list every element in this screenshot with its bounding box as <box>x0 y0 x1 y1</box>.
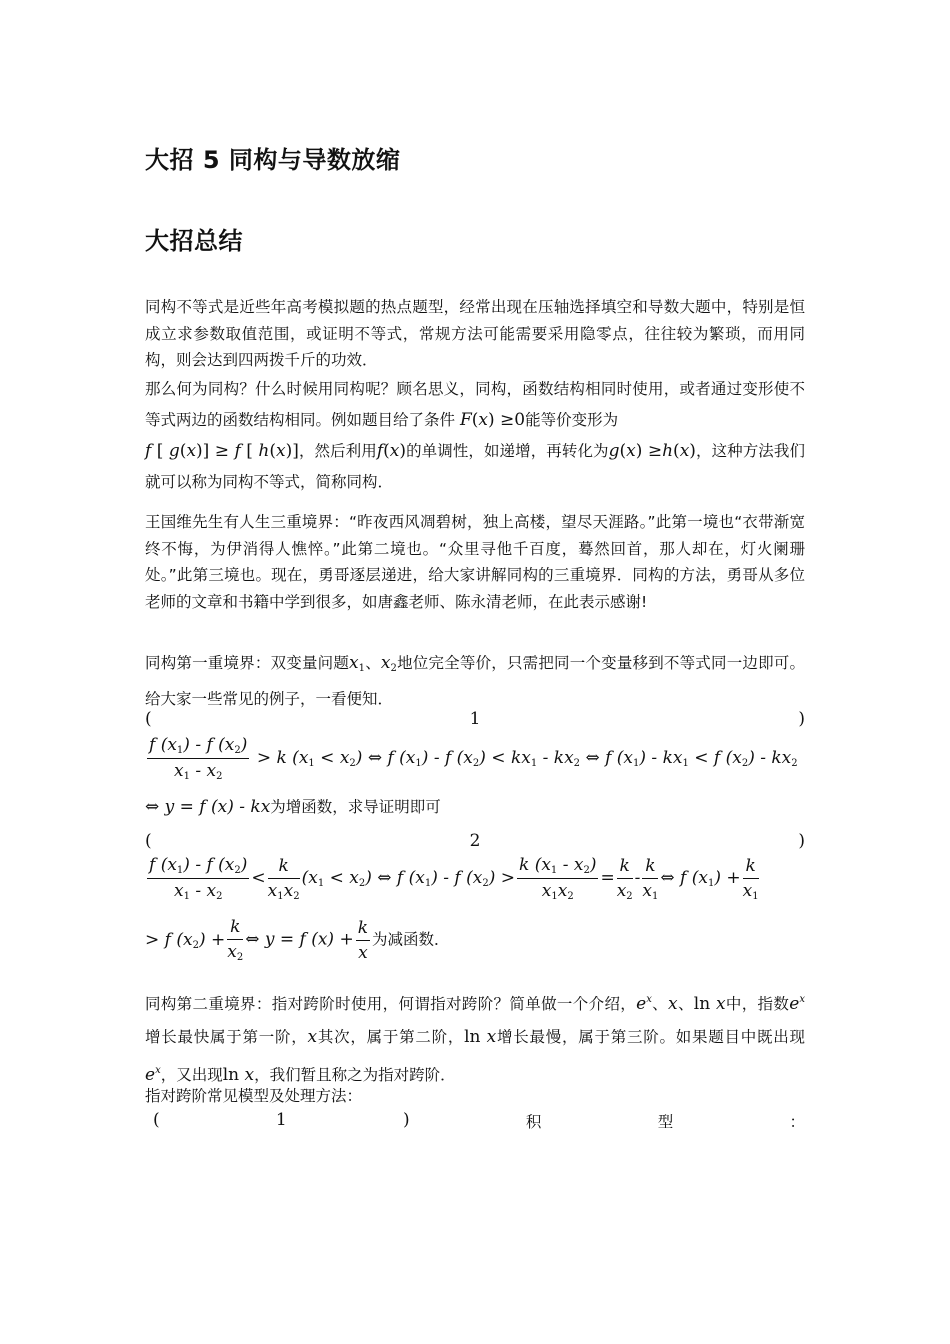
example-1-label: ( 1 ) <box>145 709 805 729</box>
condition-formula: F <box>459 410 472 430</box>
example-2-formula: $\frac{f (x_1) - f (x_2)}{x_1 - x_2}$ < $\frac{k}{x_1x_2}$ $(x_1 < x_2)$ ⇔ f $(x_1)$ - f $(x_2)$ > $\frac{k (x_1 - x_2)}{x_1x_2}$ = $\frac{k}{x_2}$ - $\frac{k}{x_1}$ ⇔ f $(x_1)$ + $\frac{k}{x_1}$ <box>149 855 759 902</box>
example-1-conclusion: ⇔ y = f (x) - kx为增函数，求导证明即可 <box>145 797 441 817</box>
three-realms-paragraph: 王国维先生有人生三重境界：“昨夜西风凋碧树，独上高楼，望尽天涯路。”此第一境也“衣带渐宽终不悔，为伊消得人憔悴。”此第二境也。“众里寻他千百度，蓦然回首，那人却在，灯火阑珊处。”此第三境也。现在，勇哥逐层递进，给大家讲解同构的三重境界．同构的方法，勇哥从多位老师的文章和书籍中学到很多，如唐鑫老师、陈永清老师，在此表示感谢! <box>145 513 805 611</box>
definition-paragraph: 那么何为同构？什么时候用同构呢？顾名思义，同构，函数结构相同时使用，或者通过变形使不等式两边的函数结构相同。例如题目给了条件 F(x) ≥0能等价变形为 f [ g(x)] ≥ f [ h(x)]，然后利用f(x)的单调性，如递增，再转化为g(x) ≥h(x)，这种方法我们就可以称为同构不等式，简称同构． <box>145 380 805 491</box>
first-realm-paragraph: 同构第一重境界：双变量问题$x_1$、$x_2$地位完全等价，只需把同一个变量移到不等式同一边即可。给大家一些常见的例子，一看便知． <box>145 653 805 708</box>
product-type-label: ( 1 ) 积 型 ： <box>153 1110 805 1131</box>
model-list-heading: 指对跨阶常见模型及处理方法： <box>145 1087 363 1105</box>
section-heading: 大招总结 <box>145 227 243 255</box>
example-1-formula: $\frac{f (x_1) - f (x_2)}{x_1 - x_2}$ > k $(x_1 < x_2)$ ⇔ f $(x_1)$ - f $(x_2) < kx_1 - kx_2$ ⇔ f $(x_1) - kx_1 < f$ $(x_2) - kx_2$ <box>149 735 798 782</box>
transformed-formula: f <box>145 441 152 461</box>
example-2-conclusion: > f $(x_2)$ + $\frac{k}{x_2}$ ⇔ y = f (x) + $\frac{k}{x}$ 为减函数． <box>145 917 450 963</box>
intro-paragraph: 同构不等式是近些年高考模拟题的热点题型，经常出现在压轴选择填空和导数大题中，特别是恒成立求参数取值范围，或证明不等式，常规方法可能需要采用隐零点，往往较为繁琐，而用同构，则会达到四两拨千斤的功效． <box>145 298 805 369</box>
page-title: 大招 5 同构与导数放缩 <box>145 146 401 174</box>
example-2-label: ( 2 ) <box>145 831 805 851</box>
second-realm-paragraph: 同构第二重境界：指对跨阶时使用，何谓指对跨阶？简单做一个介绍，$e^x$、x、ln x中，指数$e^x$增长最快属于第一阶，x其次，属于第二阶，ln x增长最慢，属于第三阶。如果题目中既出现$e^x$，又出现ln x，我们暂且称之为指对跨阶． <box>145 994 805 1085</box>
